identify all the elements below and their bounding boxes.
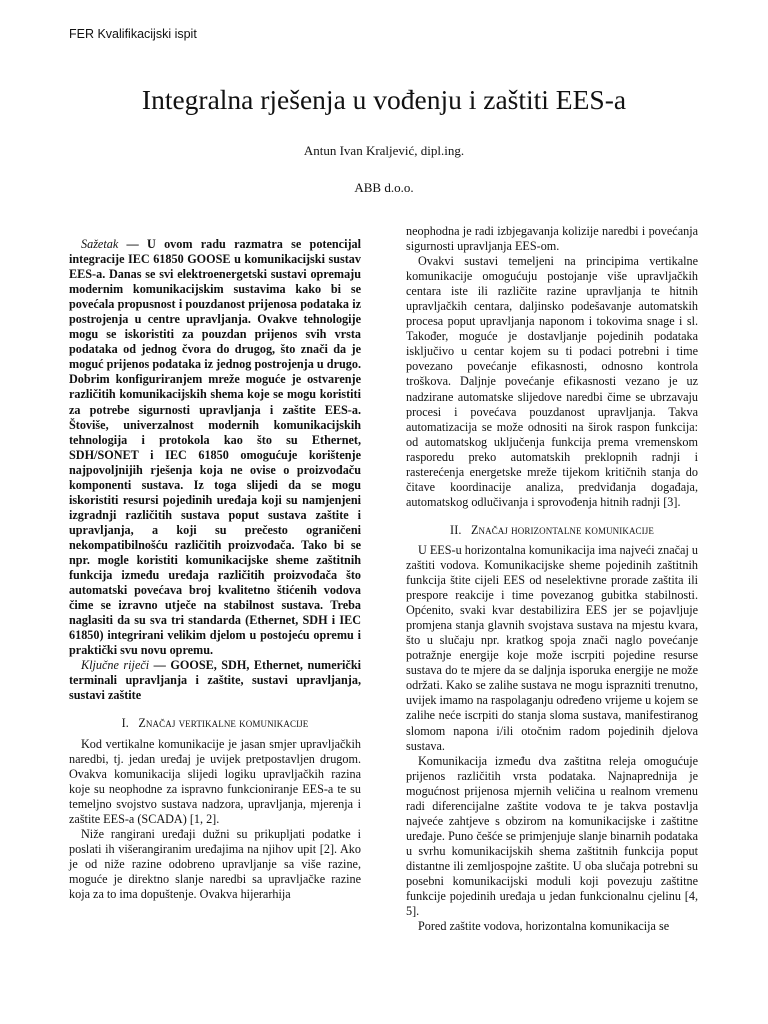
keywords-label: Ključne riječi — [81, 658, 150, 673]
left-column — [69, 237, 361, 902]
paragraph: Niže rangirani uređaji dužni su prikupljati podatke i poslati ih višerangiranim uređajima na njihov upit [2]. Ako je od niže razine odobreno upravljanje sa više razine, moguće je direktno slanje naredbi sa upravljačke razine koja za to ima dopuštenje. Ovakva hijerarhija — [69, 826, 361, 901]
keywords — [69, 658, 361, 703]
paper-title: Integralna rješenja u vođenju i zaštiti EES-a — [141, 84, 627, 115]
keywords-text: GOOSE, SDH, Ethernet, numerički terminali upravljanja i zaštite, sustavi upravljanja, sustavi zaštite — [69, 658, 361, 703]
section-number-1: I. — [121, 716, 129, 731]
abstract-label: Sažetak — [81, 237, 119, 251]
section-title-2: Značaj horizontalne komunikacije — [470, 522, 654, 537]
paragraph: Komunikacija između dva zaštitna releja omogućuje prijenos različitih vrsta podataka. Najnaprednija je mogućnost prijenosa mjernih veličina u realnom vremenu radi diferencijalne zaštite vodova te je takva postavlja najveće zahtjeve s obzirom na komunikacijske i zaštitne uređaje. Puno češće se primjenjuje slanje binarnih podataka u svrhu komunikacijskih shema zaštitnih funkcija poput distantne ili zemljospojne zaštite. U oba slučaja potrebni su posebni komunikacijski moduli koji povezuju zaštitne funkcije pojedinih uređaja u jedan funkcionalnu cjelinu [4, 5]. — [406, 753, 698, 919]
section-heading-2 — [406, 523, 698, 538]
paragraph: Pored zaštite vodova, horizontalna komunikacija se — [418, 919, 670, 934]
abstract-text: U ovom radu razmatra se potencijal integracije IEC 61850 GOOSE u komunikacijski sustav EES-a. Danas se svi elektroenergetski sustavi opremaju modernim komunikacijskim sustavima kako bi se povećala propusnost i pouzdanost prijenosa podataka iz postrojenja u centre upravljanja. Ovakve tehnologije mogu se iskoristiti za pouzdan prijenos svih vrsta podataka od jednog čvora do drugog, što znači da je moguć prijenos podataka iz jednog postrojenja u drugo. Dobrim konfiguriranjem mreže moguće je ostvarenje različitih komunikacijskih shema koje se mogu koristiti za potrebe sigurnosti upravljanja i zaštite EES-a. Štoviše, univerzalnost modernih komunikacijskih tehnologija i protokola kao što su Ethernet, SDH/SONET i IEC 61850 omogućuje korištenje najpovoljnijih rješenja koja ne ovise o proizvođaču komponenti sustava. Iz toga slijedi da se mogu iskoristiti resursi pojedinih uređaja koji su namjenjeni izgradnji različitih sustava poput sustava zaštite i upravljanja, a koji su prečesto ograničeni nekompatibilnošću različitih proizvođača. Tako bi se npr. mogle koristiti komunikacijske sheme zaštitnih funkcija između uređaja različitih proizvođača što automatski povećava broj kvalitetno štićenih vodova čime se izravno utječe na stabilnost sustava. Treba naglasiti da su sva tri standarda (Ethernet, SDH i IEC 61850) integrirani velikim djelom u postojeću opremu i praktički svu novu opremu. — [69, 237, 361, 658]
paragraph: U EES-u horizontalna komunikacija ima najveći značaj u zaštiti vodova. Komunikacijske sheme pojedinih zaštitnih funkcija štite cijeli EES od neselektivne prorade zaštita ili prespore reakcije i time povezanog gubitka stabilnosti. Općenito, svaki kvar destabilizira EES jer se pojavljuje promjena stanja glavnih svojstava sustava na mjestu kvara, što u slučaju npr. kratkog spoja znači naglo povećanje potražnje energije koje može iscrpiti pojedine resurse sustava do te mjere da se daljnja isporuka energije ne može održati. Kako se zalihe sustava ne mogu isprazniti trenutno, uvijek imamo na raspolaganju određeno vrijeme u kojem se zalihe neće iscrpiti do stanja sloma sustava, manifestiranog slomom napona i/ili otočnim radom pojedinih djelova sustava. — [406, 542, 698, 753]
paper-affiliation: ABB d.o.o. — [354, 180, 414, 195]
section-heading-1 — [69, 716, 361, 731]
keywords-dash: — — [149, 658, 171, 673]
right-column — [406, 224, 698, 934]
running-header: FER Kvalifikacijski ispit — [69, 27, 197, 41]
paragraph: Ovakvi sustavi temeljeni na principima vertikalne komunikacije omogućuju postojanje više upravljačkih centara iste ili različite razine upravljanja te hitnih upravljačkih centara, daljinsko podešavanje automatskih procesa poput upravljanja naponom i tokovima snage i sl. Također, moguće je dostavljanje pojedinih podataka isključivo u centar kojem su ti podaci potrebni i time povezano povećanje efikasnosti, odnosno kontrola troškova. Daljnje povećanje efikasnosti vezano je uz nadzirane automatske slijedove naredbi čime se ubrzavaju procesi i povećava pouzdanost upravljanja. Takva automatizacija se može odnositi na širok raspon funkcija: od automatskog uključenja funkcija prema vremenskom rasporedu preko automatskih preklopnih radnji i rasterećenja energetske mreže tijekom kritičnih stanja do čitave koordinacije analiza, predviđanja događaja, automatskog odlučivanja i sprovođenja hitnih radnji [3]. — [406, 254, 698, 509]
abstract-dash: — — [118, 237, 147, 251]
paragraph: Kod vertikalne komunikacije je jasan smjer upravljačkih naredbi, tj. jedan uređaj je uvijek pretpostavljen drugom. Ovakva komunikacija slijedi logiku upravljačkih razina koje su neophodne za ispravno funkcioniranje EES-a te su temeljno svojstvo sustava nadzora, upravljanja, mjerenja i zaštite EES-a (SCADA) [1, 2]. — [69, 736, 361, 826]
paper-author: Antun Ivan Kraljević, dipl.ing. — [303, 143, 465, 158]
section-number-2: II. — [450, 522, 462, 537]
paragraph-continued: neophodna je radi izbjegavanja kolizije naredbi i povećanja sigurnosti upravljanja EES-om. — [406, 224, 698, 254]
abstract — [69, 237, 361, 658]
section-title-1: Značaj vertikalne komunikacije — [138, 716, 309, 731]
